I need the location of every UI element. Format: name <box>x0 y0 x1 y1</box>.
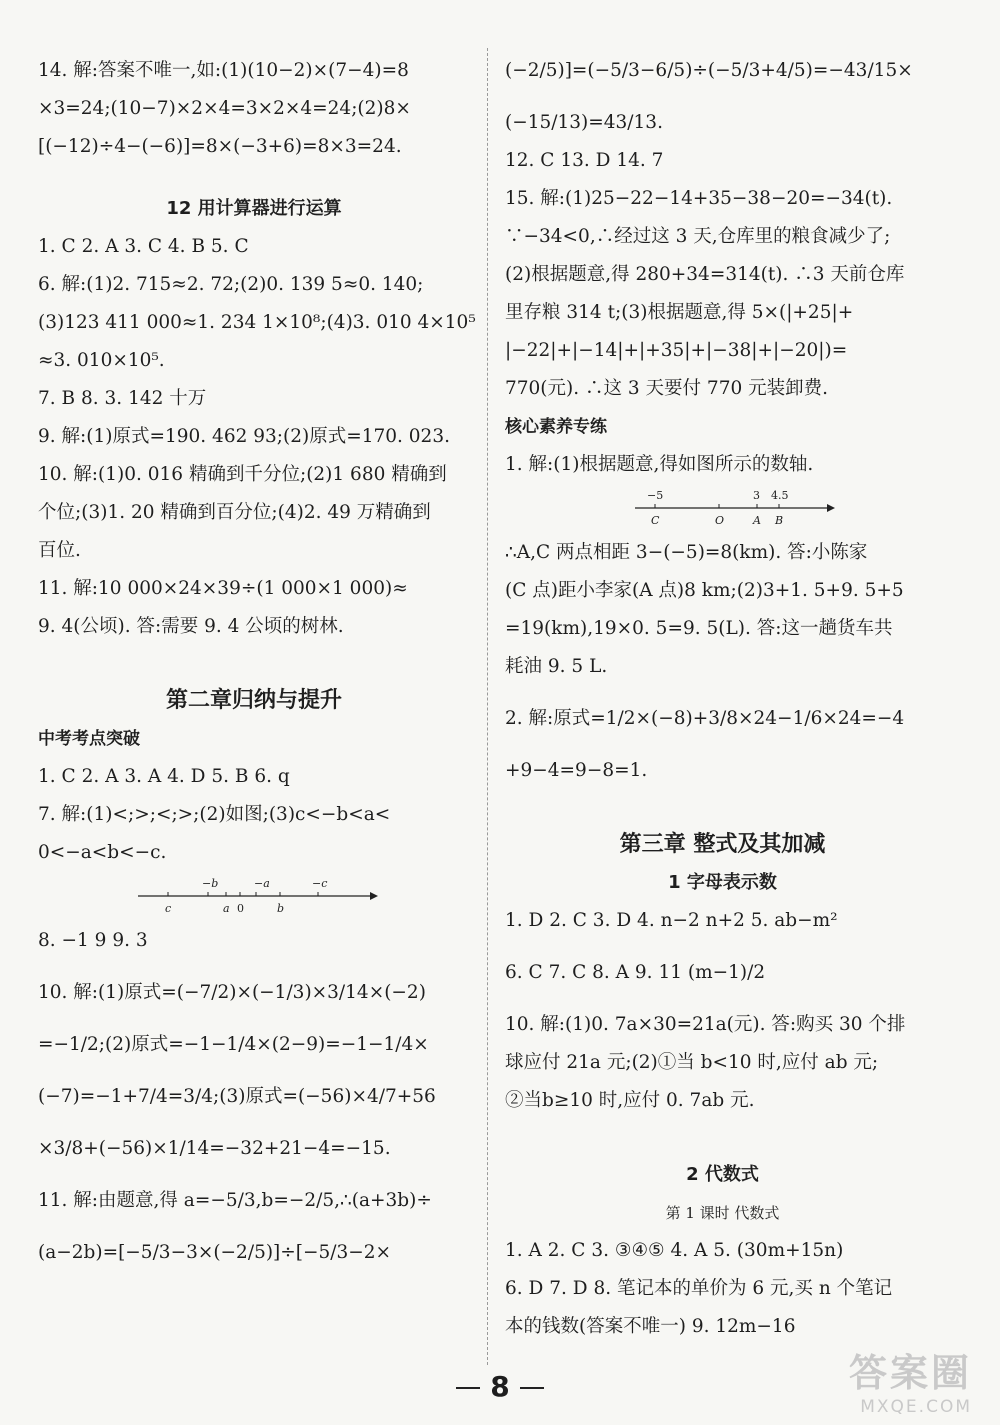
nl-label-top: −a <box>254 877 270 890</box>
answer-line: (−15/13)=43/13. <box>505 112 663 133</box>
number-line-figure-1 <box>38 872 470 922</box>
answer-line: 1. C 2. A 3. C 4. B 5. C <box>38 236 249 257</box>
nl2-label-bottom: C <box>651 514 660 527</box>
answer-line: 2. 解:原式=1/2×(−8)+3/8×24−1/6×24=−4 <box>505 708 905 729</box>
answer-line: +9−4=9−8=1. <box>505 760 648 781</box>
answer-line: 9. 解:(1)原式=190. 462 93;(2)原式=170. 023. <box>38 426 450 447</box>
nl2-label-bottom: A <box>753 514 761 527</box>
answer-line: 耗油 9. 5 L. <box>505 656 608 677</box>
answer-line: 百位. <box>38 540 81 561</box>
answer-line: 6. D 7. D 8. 笔记本的单价为 6 元,买 n 个笔记 <box>505 1278 893 1299</box>
answer-line: 本的钱数(答案不唯一) 9. 12m−16 <box>505 1316 796 1337</box>
nl2-label-top: 3 <box>753 489 760 502</box>
answer-line: ×3=24;(10−7)×2×4=3×2×4=24;(2)8× <box>38 98 411 119</box>
answer-line: ②当b≥10 时,应付 0. 7ab 元. <box>505 1090 755 1111</box>
section-title-algebraic: 2 代数式 <box>686 1164 759 1185</box>
answer-line: 7. 解:(1)<;>;<;>;(2)如图;(3)c<−b<a< <box>38 804 391 825</box>
answer-line: 12. C 13. D 14. 7 <box>505 150 664 171</box>
answer-line: 11. 解:10 000×24×39÷(1 000×1 000)≈ <box>38 578 408 599</box>
answer-line: 6. C 7. C 8. A 9. 11 (m−1)/2 <box>505 962 766 983</box>
watermark-url: MXQE.COM <box>860 1397 972 1417</box>
nl-label-top: −c <box>312 877 328 890</box>
nl-label-top: −b <box>202 877 219 890</box>
answer-line: ∵−34<0,∴经过这 3 天,仓库里的粮食减少了; <box>505 226 891 247</box>
answer-line: ×3/8+(−56)×1/14=−32+21−4=−15. <box>38 1138 391 1159</box>
answer-line: 8. −1 9 9. 3 <box>38 930 148 951</box>
nl2-label-top: 4.5 <box>771 489 789 502</box>
answer-line: 10. 解:(1)0. 016 精确到千分位;(2)1 680 精确到 <box>38 464 447 485</box>
section-title-12: 12 用计算器进行运算 <box>166 198 342 219</box>
section-title-letters: 1 字母表示数 <box>668 872 777 893</box>
answer-line: 个位;(3)1. 20 精确到百分位;(4)2. 49 万精确到 <box>38 502 431 523</box>
answer-line: 9. 4(公顷). 答:需要 9. 4 公顷的树林. <box>38 616 344 637</box>
answer-line: 1. C 2. A 3. A 4. D 5. B 6. q <box>38 766 290 787</box>
lesson-title: 第 1 课时 代数式 <box>665 1204 780 1222</box>
nl2-label-top: −5 <box>647 489 664 502</box>
answer-line: (−7)=−1+7/4=3/4;(3)原式=(−56)×4/7+56 <box>38 1086 436 1107</box>
watermark-text: 答案圈 <box>848 1351 972 1395</box>
column-divider <box>487 48 488 1365</box>
chapter-title-2: 第二章归纳与提升 <box>165 688 342 713</box>
answer-line: 7. B 8. 3. 142 十万 <box>38 388 207 409</box>
answer-line: 0<−a<b<−c. <box>38 842 167 863</box>
answer-line: (a−2b)=[−5/3−3×(−2/5)]÷[−5/3−2× <box>38 1242 392 1263</box>
answer-line: (−2/5)]=(−5/3−6/5)÷(−5/3+4/5)=−43/15× <box>505 60 913 81</box>
answer-line: =19(km),19×0. 5=9. 5(L). 答:这一趟货车共 <box>505 618 893 639</box>
nl-label-bottom: 0 <box>237 902 244 915</box>
answer-line: 球应付 21a 元;(2)①当 b<10 时,应付 ab 元; <box>505 1052 879 1073</box>
answer-line: 10. 解:(1)0. 7a×30=21a(元). 答:购买 30 个排 <box>505 1014 906 1035</box>
answer-line: 里存粮 314 t;(3)根据题意,得 5×(|+25|+ <box>505 302 854 323</box>
nl-label-bottom: b <box>277 902 285 915</box>
nl-label-bottom: c <box>165 902 172 915</box>
subheading-exam-points: 中考考点突破 <box>38 729 140 749</box>
left-column <box>38 52 476 1272</box>
answer-line: 14. 解:答案不唯一,如:(1)(10−2)×(7−4)=8 <box>38 60 409 81</box>
answer-line: 1. D 2. C 3. D 4. n−2 n+2 5. ab−m² <box>505 910 838 931</box>
answer-line: (3)123 411 000≈1. 234 1×10⁸;(4)3. 010 4×10⁵ <box>38 312 476 333</box>
answer-line: 11. 解:由题意,得 a=−5/3,b=−2/5,∴(a+3b)÷ <box>38 1190 432 1211</box>
subheading-core-practice: 核心素养专练 <box>505 417 607 437</box>
answer-line: =−1/2;(2)原式=−1−1/4×(2−9)=−1−1/4× <box>38 1034 429 1055</box>
answer-line: 10. 解:(1)原式=(−7/2)×(−1/3)×3/14×(−2) <box>38 982 426 1003</box>
answer-line: ∴A,C 两点相距 3−(−5)=8(km). 答:小陈家 <box>505 542 868 563</box>
answer-line: 15. 解:(1)25−22−14+35−38−20=−34(t). <box>505 188 893 209</box>
watermark-logo <box>849 1342 972 1417</box>
right-column <box>505 52 940 1346</box>
answer-line: [(−12)÷4−(−6)]=8×(−3+6)=8×3=24. <box>38 136 402 157</box>
answer-line: 770(元). ∴这 3 天要付 770 元装卸费. <box>505 378 828 399</box>
answer-line: (2)根据题意,得 280+34=314(t). ∴3 天前仓库 <box>505 264 905 285</box>
nl-label-bottom: a <box>223 902 230 915</box>
answer-line: 6. 解:(1)2. 715≈2. 72;(2)0. 139 5≈0. 140; <box>38 274 424 295</box>
chapter-title-3: 第三章 整式及其加减 <box>619 832 826 857</box>
nl2-label-bottom: O <box>715 514 725 527</box>
answer-line: |−22|+|−14|+|+35|+|−38|+|−20|)= <box>505 340 848 361</box>
answer-line: 1. A 2. C 3. ③④⑤ 4. A 5. (30m+15n) <box>505 1240 844 1261</box>
page-number: 8 <box>0 1370 1000 1403</box>
answer-line: 1. 解:(1)根据题意,得如图所示的数轴. <box>505 454 814 475</box>
answer-line: (C 点)距小李家(A 点)8 km;(2)3+1. 5+9. 5+5 <box>505 580 904 601</box>
number-line-figure-2 <box>505 484 940 534</box>
answer-line: ≈3. 010×10⁵. <box>38 350 165 371</box>
nl2-label-bottom: B <box>775 514 784 527</box>
